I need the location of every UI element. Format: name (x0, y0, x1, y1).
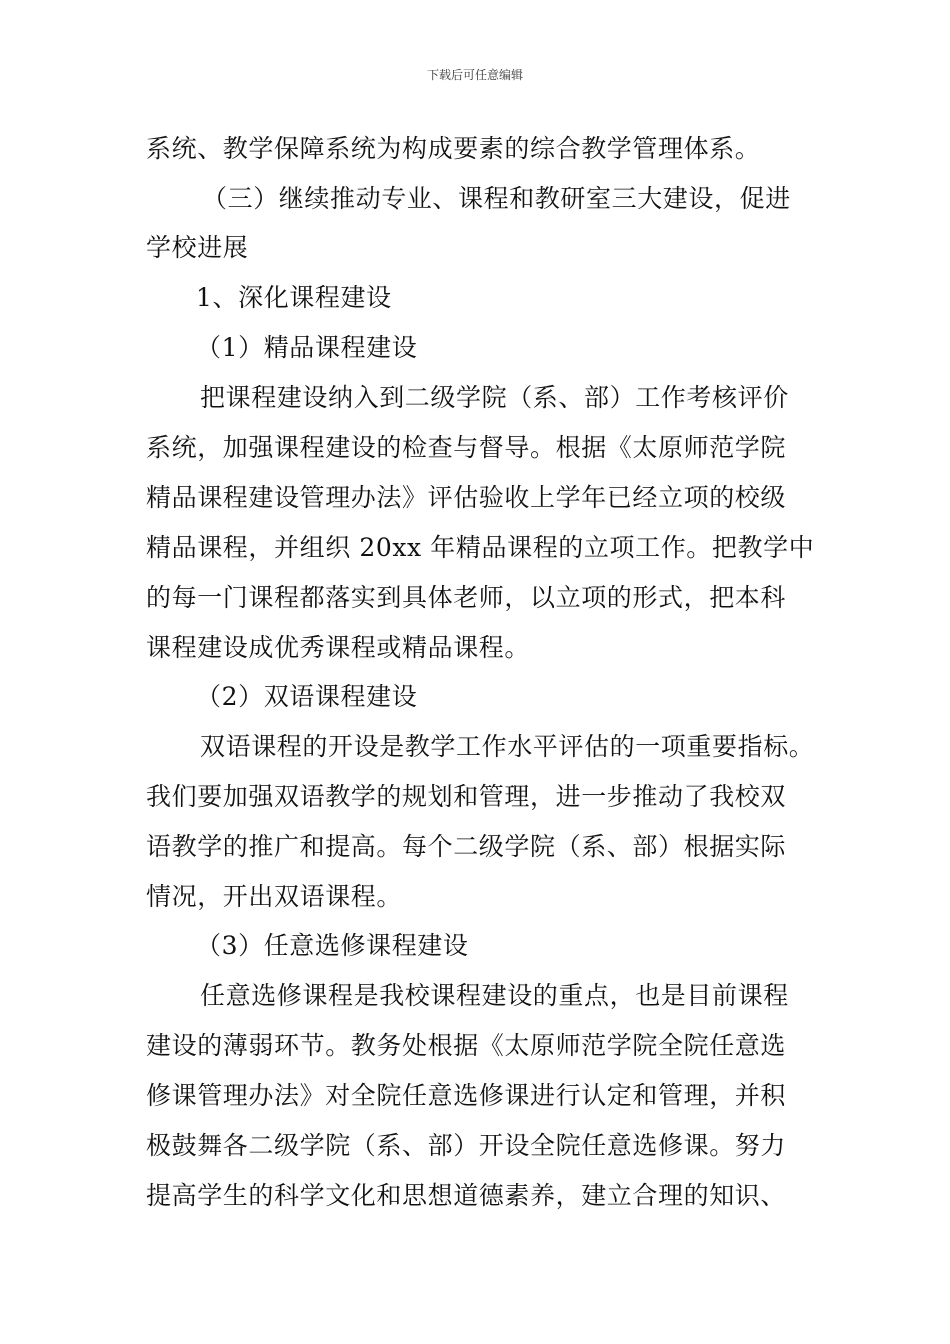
item-heading: （1）精品课程建设 (196, 333, 418, 362)
body-line: 系统，加强课程建设的检查与督导。根据《太原师范学院 (146, 433, 787, 462)
body-line: 把课程建设纳入到二级学院（系、部）工作考核评价 (200, 383, 789, 412)
item-heading: （3）任意选修课程建设 (196, 931, 469, 960)
body-line: 双语课程的开设是教学工作水平评估的一项重要指标。 (200, 732, 815, 761)
body-line: 修课管理办法》对全院任意选修课进行认定和管理，并积 (146, 1081, 787, 1110)
page-header: 下载后可任意编辑 (426, 68, 523, 82)
body-line: 精品课程建设管理办法》评估验收上学年已经立项的校级 (146, 483, 787, 512)
body-line: 精品课程，并组织 20xx 年精品课程的立项工作。把教学中 (146, 533, 815, 562)
body-line: 语教学的推广和提高。每个二级学院（系、部）根据实际 (146, 832, 787, 861)
item-heading: （2）双语课程建设 (196, 682, 418, 711)
body-line: 任意选修课程是我校课程建设的重点，也是目前课程 (200, 981, 789, 1010)
subsection-heading: 1、深化课程建设 (196, 283, 392, 312)
body-line: 建设的薄弱环节。教务处根据《太原师范学院全院任意选 (146, 1031, 787, 1060)
section-heading-cont: 学校进展 (146, 233, 249, 262)
body-line: 我们要加强双语教学的规划和管理，进一步推动了我校双 (146, 782, 787, 811)
body-line: 提高学生的科学文化和思想道德素养，建立合理的知识、 (146, 1181, 787, 1210)
body-line: 情况，开出双语课程。 (146, 882, 403, 911)
body-line: 课程建设成优秀课程或精品课程。 (146, 633, 531, 662)
body-line: 极鼓舞各二级学院（系、部）开设全院任意选修课。努力 (146, 1131, 787, 1160)
body-line: 系统、教学保障系统为构成要素的综合教学管理体系。 (146, 134, 761, 163)
body-line: 的每一门课程都落实到具体老师，以立项的形式，把本科 (146, 583, 787, 612)
section-heading: （三）继续推动专业、课程和教研室三大建设，促进 (202, 184, 791, 213)
